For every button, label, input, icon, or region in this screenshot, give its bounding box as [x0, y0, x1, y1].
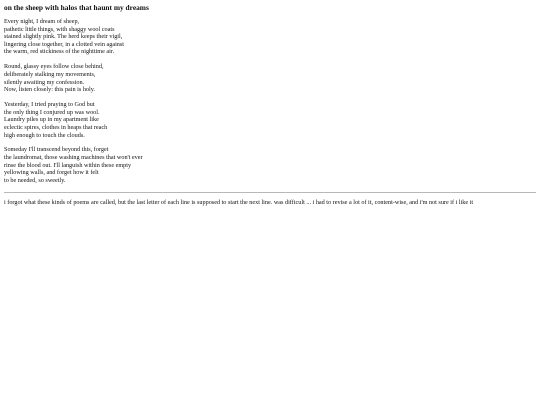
- poem-line: Now, listen closely: this pain is holy.: [4, 86, 95, 94]
- poem-line: the laundromat, those washing machines that won't ever: [4, 154, 143, 162]
- poem-line: Someday I'll transcend beyond this, forget: [4, 146, 109, 154]
- stanza-3: [4, 101, 536, 139]
- poem-line: eclectic spires, clothes in heaps that reach: [4, 123, 108, 131]
- poem-line: stained slightly pink. The herd keeps their vigil,: [4, 33, 123, 41]
- stanza-4: [4, 146, 536, 184]
- poem-line: silently awaiting my confession.: [4, 78, 85, 86]
- poem-line: rinse the blood out. I'll languish within these empty: [4, 161, 132, 169]
- poem-body: [4, 18, 536, 184]
- poem-line: Yesterday, I tried praying to God but: [4, 101, 95, 109]
- poem-line: to be needed, so sweetly.: [4, 176, 66, 184]
- poem-line: Every night, I dream of sheep,: [4, 18, 80, 25]
- poem-line: deliberately stalking my movements,: [4, 70, 96, 78]
- stanza-2: [4, 63, 536, 93]
- divider: [4, 192, 536, 193]
- poem-line: high enough to touch the clouds.: [4, 131, 85, 139]
- stanza-1: [4, 18, 536, 56]
- poem-line: yellowing walls, and forget how it felt: [4, 169, 99, 177]
- poem-line: the warm, red stickiness of the nighttime air.: [4, 48, 115, 56]
- poem-title: on the sheep with halos that haunt my dreams: [4, 3, 149, 12]
- poem-line: Round, glassy eyes follow close behind,: [4, 63, 104, 71]
- poem-line: lingering close together, in a clotted vein against: [4, 40, 125, 48]
- poem-line: the only thing I conjured up was wool.: [4, 108, 100, 116]
- poem-line: pathetic little things, with shaggy wool coats: [4, 25, 115, 33]
- poem-line: Laundry piles up in my apartment like: [4, 116, 99, 124]
- author-note: i forgot what these kinds of poems are called, but the last letter of each line is supposed to start the next line. was difficult ... i had to revise a lot of it, content-wise, and i'm not sure if i like it: [4, 199, 474, 207]
